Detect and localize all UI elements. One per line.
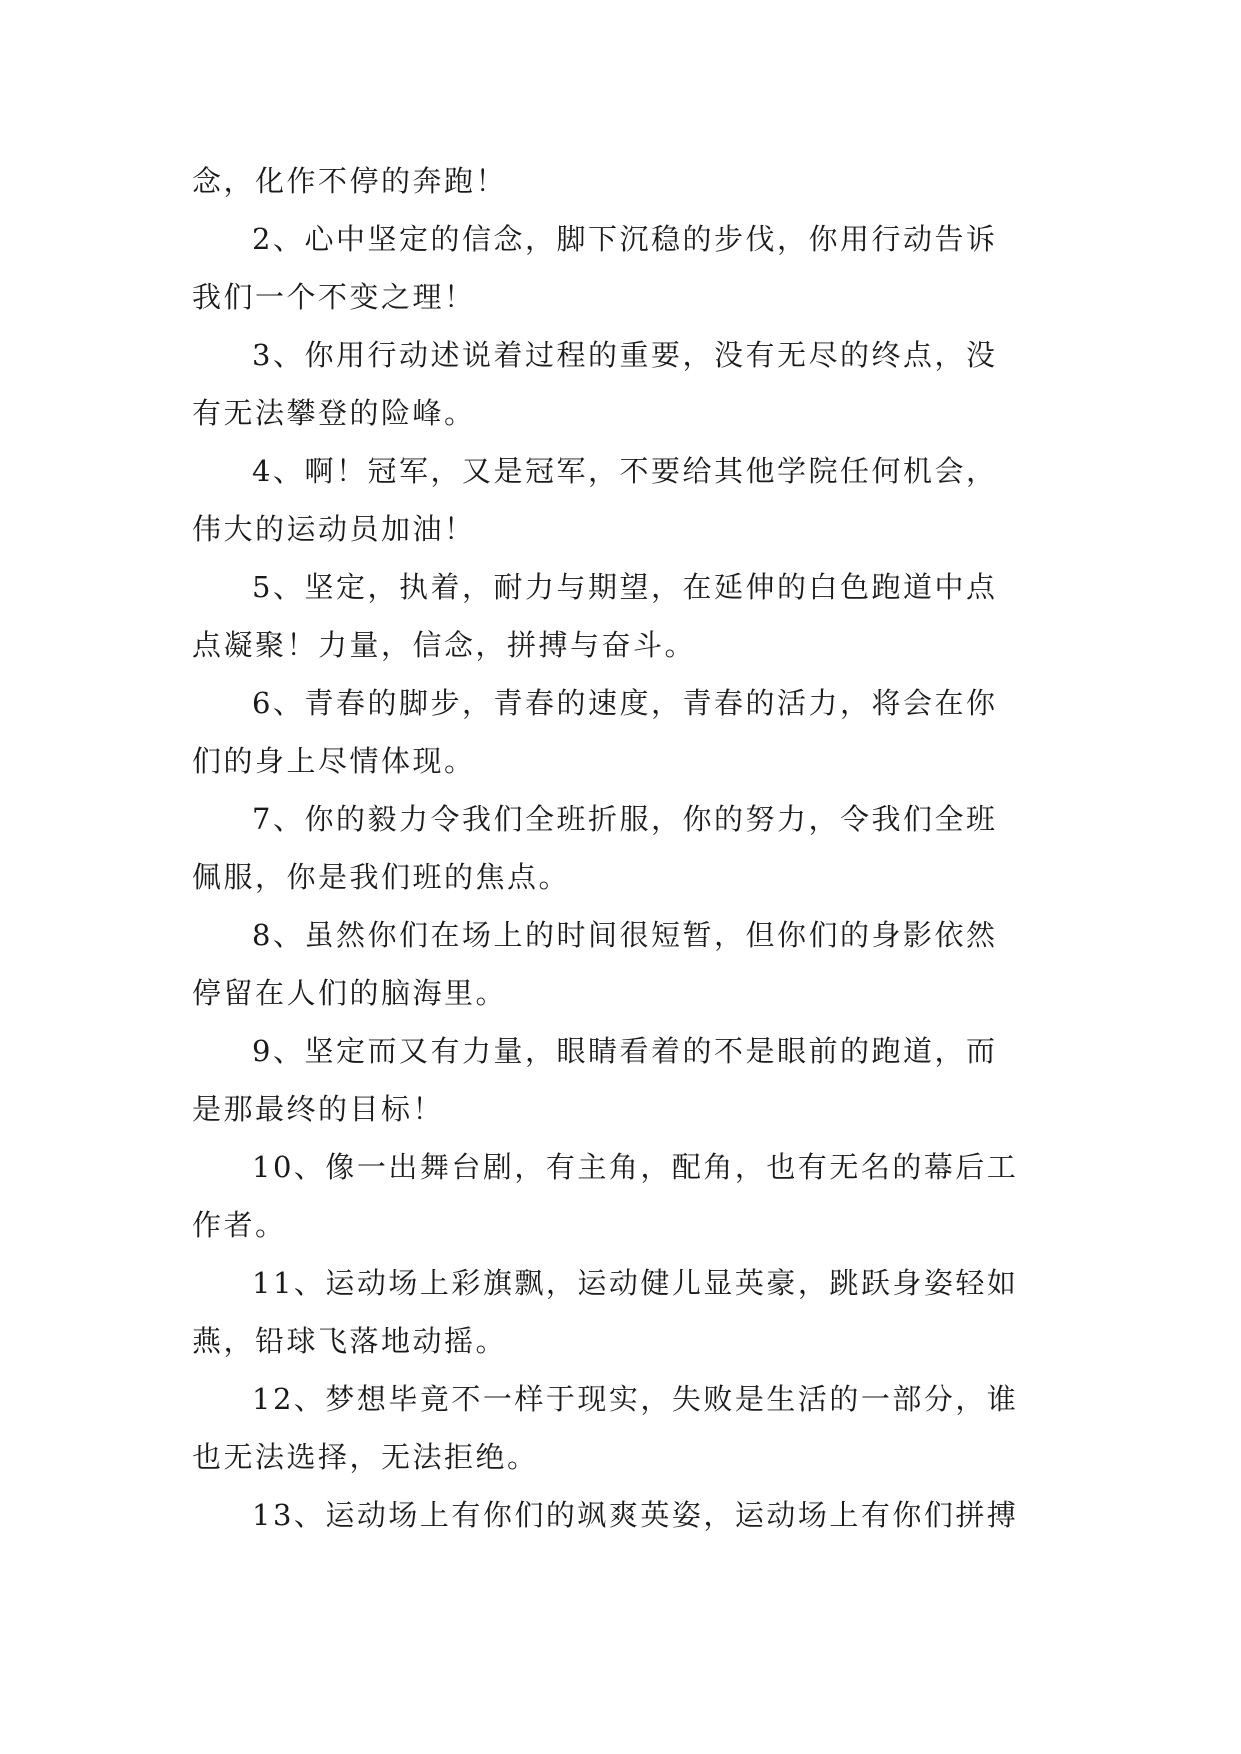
paragraph-line: 有无法攀登的险峰。 bbox=[192, 396, 476, 430]
paragraph-first-line: 9、坚定而又有力量，眼睛看着的不是眼前的跑道，而 bbox=[252, 1034, 998, 1068]
paragraph-first-line: 4、啊！冠军，又是冠军，不要给其他学院任何机会， bbox=[252, 454, 998, 488]
paragraph-line: 也无法选择，无法拒绝。 bbox=[192, 1440, 539, 1474]
paragraph-first-line: 10、像一出舞台剧，有主角，配角，也有无名的幕后工 bbox=[252, 1150, 1019, 1184]
paragraph-line: 是那最终的目标！ bbox=[192, 1092, 445, 1126]
paragraph-line: 念，化作不停的奔跑！ bbox=[192, 164, 508, 198]
paragraph-line: 伟大的运动员加油！ bbox=[192, 512, 476, 546]
document-body bbox=[192, 152, 1050, 1544]
paragraph-line: 佩服，你是我们班的焦点。 bbox=[192, 860, 571, 894]
paragraph-first-line: 5、坚定，执着，耐力与期望，在延伸的白色跑道中点 bbox=[252, 570, 998, 604]
paragraph-first-line: 8、虽然你们在场上的时间很短暂，但你们的身影依然 bbox=[252, 918, 998, 952]
paragraph-first-line: 6、青春的脚步，青春的速度，青春的活力，将会在你 bbox=[252, 686, 998, 720]
paragraph-line: 们的身上尽情体现。 bbox=[192, 744, 476, 778]
paragraph-line: 点凝聚！力量，信念，拼搏与奋斗。 bbox=[192, 628, 697, 662]
paragraph-first-line: 2、心中坚定的信念，脚下沉稳的步伐，你用行动告诉 bbox=[252, 222, 998, 256]
paragraph-first-line: 7、你的毅力令我们全班折服，你的努力，令我们全班 bbox=[252, 802, 998, 836]
paragraph-first-line: 13、运动场上有你们的飒爽英姿，运动场上有你们拼搏 bbox=[252, 1498, 1019, 1532]
paragraph-line: 我们一个不变之理！ bbox=[192, 280, 476, 314]
paragraph-first-line: 3、你用行动述说着过程的重要，没有无尽的终点，没 bbox=[252, 338, 998, 372]
paragraph-first-line: 12、梦想毕竟不一样于现实，失败是生活的一部分，谁 bbox=[252, 1382, 1019, 1416]
paragraph-line: 作者。 bbox=[192, 1208, 287, 1242]
paragraph-line: 燕，铅球飞落地动摇。 bbox=[192, 1324, 508, 1358]
paragraph-line: 停留在人们的脑海里。 bbox=[192, 976, 508, 1010]
paragraph-first-line: 11、运动场上彩旗飘，运动健儿显英豪，跳跃身姿轻如 bbox=[252, 1266, 1019, 1300]
